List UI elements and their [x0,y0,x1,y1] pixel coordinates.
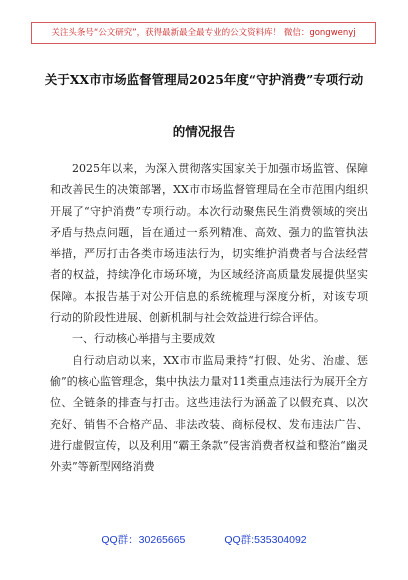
document-subtitle: 的情况报告 [172,124,236,139]
paragraph-intro: 2025年以来，为深入贯彻落实国家关于加强市场监管、保障和改善民生的决策部署，XX市市场监督管理局在全市范围内组织开展了“守护消费”专项行动。本次行动聚焦民生消费领域的突出矛盾与热点问题，旨在通过一系列精准、高效、强力的监管执法举措，严厉打击各类市场违法行为，切实维护消费者与合法经营者的权益，持续净化市场环境，为区域经济高质量发展提供坚实保障。本报告基于对公开信息的系统梳理与深度分析，对该专项行动的阶段性进展、创新机制与社会效益进行综合评估。 [50,162,368,325]
qq-group-1: QQ群：30265665 [101,534,186,546]
promo-banner: 关注头条号“公文研究”，获得最新最全最专业的公文资料库！ 微信：gongwenyj [31,22,376,44]
paragraph-measures: 自行动启动以来，XX市市监局秉持“打假、处劣、治虚、惩偷”的核心监管理念，集中执法力量对11类重点违法行为展开全方位、全链条的排查与打击。这些违法行为涵盖了以假充真、以次充好、销售不合格产品、非法改装、商标侵权、发布违法广告、进行虚假宣传，以及利用“霸王条款”侵害消费者权益和整治“幽灵外卖”等新型网络消费 [50,353,368,474]
section-heading: 一、行动核心举措与主要成效 [72,332,215,346]
document-body [50,158,368,477]
document-title: 关于XX市市场监督管理局2025年度“守护消费”专项行动 [44,72,364,87]
footer-contacts [0,532,408,547]
qq-group-2: QQ群:535304092 [224,534,307,546]
